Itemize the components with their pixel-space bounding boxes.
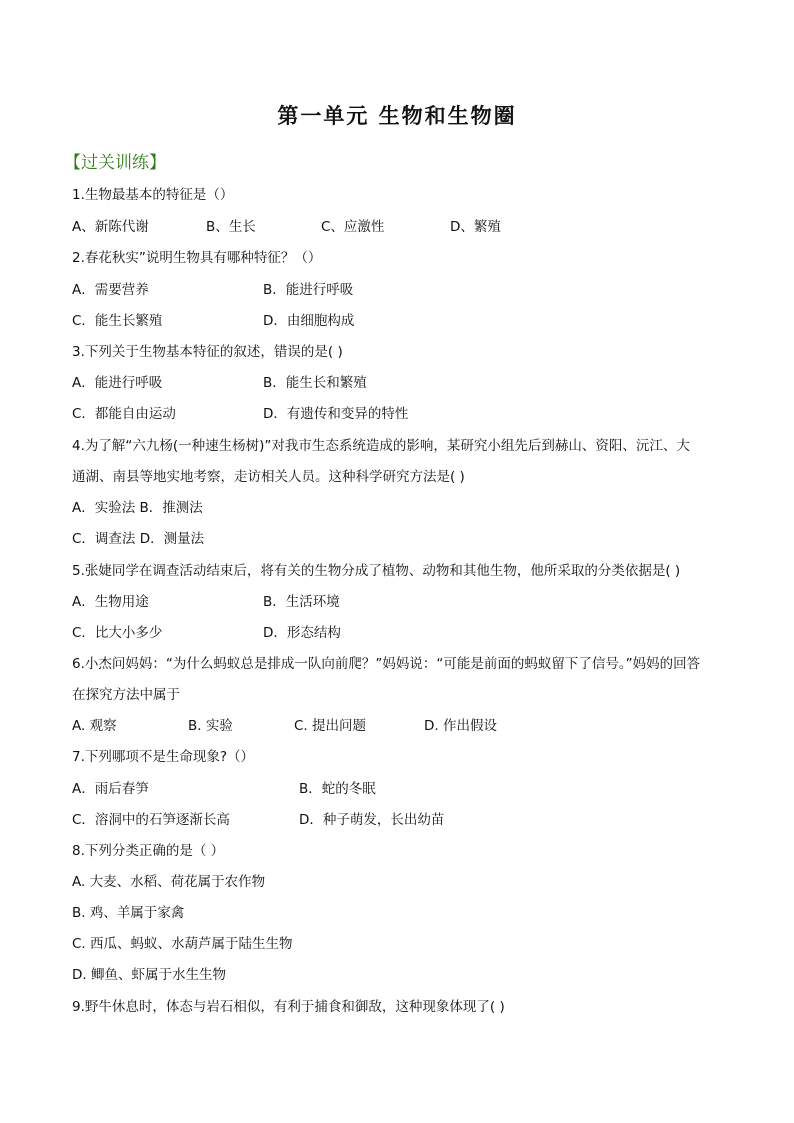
section-heading: 【过关训练】 [64, 153, 166, 173]
question-7-option-c: C．溶洞中的石笋逐渐长高 [72, 812, 230, 828]
question-2-option-b: B．能进行呼吸 [263, 282, 354, 298]
question-1-option-a: A、新陈代谢 [72, 219, 149, 235]
question-1-stem: 1.生物最基本的特征是（） [72, 187, 234, 203]
question-5-option-d: D．形态结构 [263, 625, 341, 641]
question-1-option-c: C、应激性 [321, 219, 385, 235]
question-1-option-b: B、生长 [206, 219, 256, 235]
question-6-option-d: D. 作出假设 [424, 718, 497, 734]
question-5-stem: 5.张婕同学在调查活动结束后，将有关的生物分成了植物、动物和其他生物，他所采取的分类依据是( ) [72, 563, 681, 579]
question-4-stem-line-2: 通湖、南县等地实地考察，走访相关人员。这种科学研究方法是( ) [72, 469, 465, 485]
question-8-option-b: B. 鸡、羊属于家禽 [72, 905, 185, 921]
question-6-option-c: C. 提出问题 [294, 718, 367, 734]
question-5-option-c: C．比大小多少 [72, 625, 163, 641]
question-3-stem: 3.下列关于生物基本特征的叙述，错误的是( ) [72, 344, 343, 360]
question-8-option-d: D. 鲫鱼、虾属于水生生物 [72, 967, 226, 983]
page-title: 第一单元 生物和生物圈 [277, 103, 517, 128]
question-7-stem: 7.下列哪项不是生命现象?（） [72, 749, 255, 765]
question-5-option-a: A．生物用途 [72, 594, 149, 610]
question-8-option-c: C. 西瓜、蚂蚁、水葫芦属于陆生生物 [72, 936, 293, 952]
question-8-stem: 8.下列分类正确的是（ ） [72, 843, 225, 859]
question-1-option-d: D、繁殖 [450, 219, 501, 235]
question-3-option-a: A．能进行呼吸 [72, 375, 163, 391]
question-9-stem: 9.野牛休息时，体态与岩石相似，有利于捕食和御敌，这种现象体现了( ) [72, 999, 505, 1015]
question-2-stem: 2.春花秋实”说明生物具有哪种特征？（） [72, 250, 322, 266]
question-6-option-a: A. 观察 [72, 718, 117, 734]
question-6-stem-line-2: 在探究方法中属于 [72, 687, 180, 703]
question-3-option-d: D．有遗传和变异的特性 [263, 406, 409, 422]
question-7-option-d: D．种子萌发，长出幼苗 [299, 812, 445, 828]
question-3-option-b: B．能生长和繁殖 [263, 375, 367, 391]
question-4-options-ab: A．实验法 B．推测法 [72, 500, 203, 516]
question-4-stem-line-1: 4.为了解“六九杨(一种速生杨树)”对我市生态系统造成的影响，某研究小组先后到赫山、资阳、沅江、大 [72, 438, 690, 454]
question-3-option-c: C．都能自由运动 [72, 406, 176, 422]
question-4-options-cd: C．调查法 D．测量法 [72, 531, 205, 547]
question-8-option-a: A. 大麦、水稻、荷花属于农作物 [72, 874, 266, 890]
question-2-option-d: D．由细胞构成 [263, 313, 355, 329]
question-7-option-a: A．雨后春笋 [72, 781, 149, 797]
question-7-option-b: B．蛇的冬眠 [299, 781, 376, 797]
question-6-option-b: B. 实验 [188, 718, 233, 734]
question-6-stem-line-1: 6.小杰问妈妈：“为什么蚂蚁总是排成一队向前爬？”妈妈说：“可能是前面的蚂蚁留下了信号。”妈妈的回答 [72, 656, 701, 672]
question-2-option-c: C．能生长繁殖 [72, 313, 163, 329]
question-5-option-b: B．生活环境 [263, 594, 340, 610]
question-2-option-a: A．需要营养 [72, 282, 149, 298]
